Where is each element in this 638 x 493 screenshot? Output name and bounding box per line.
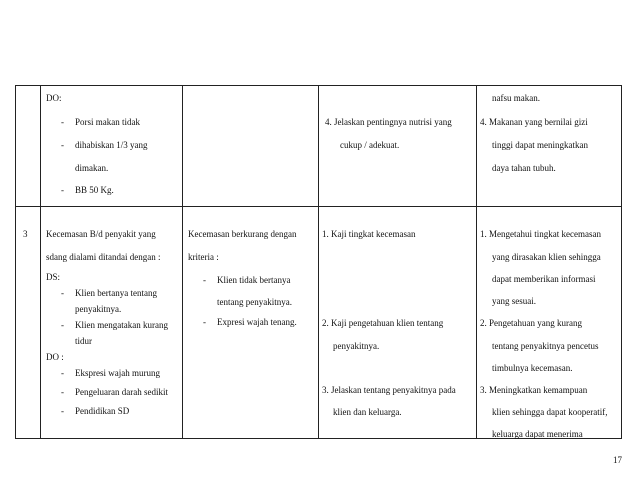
criteria-1: Klien tidak bertanya: [217, 275, 291, 285]
do-label: DO :: [46, 352, 64, 362]
dash: -: [203, 317, 206, 327]
do-item-3: BB 50 Kg.: [75, 185, 114, 195]
dash: -: [61, 140, 64, 150]
table-divider-col1: [40, 85, 41, 439]
dash: -: [61, 288, 64, 298]
do-item-1: Porsi makan tidak: [75, 117, 140, 127]
rationale-2-cont: tentang penyakitnya pencetus: [492, 341, 599, 351]
do-item-3: Pendidikan SD: [75, 406, 130, 416]
rationale-3-cont: keluarga dapat menerima: [492, 429, 583, 439]
table-border-right: [621, 85, 622, 439]
do-item-2-cont: dimakan.: [75, 163, 109, 173]
intervention-2-cont: penyakitnya.: [333, 341, 380, 351]
nursing-care-table: [15, 85, 622, 439]
rationale-3-cont: klien sehingga dapat kooperatif,: [492, 407, 608, 417]
rationale-4-cont: tinggi dapat meningkatkan: [492, 140, 588, 150]
intervention-3-cont: klien dan keluarga.: [333, 407, 402, 417]
ds-item-1-cont: penyakitnya.: [75, 304, 122, 314]
table-divider-col2: [182, 85, 183, 439]
diagnosis-line-1: Kecemasan B/d penyakit yang: [46, 229, 156, 239]
rationale-3: 3. Meningkatkan kemampuan: [480, 385, 588, 395]
ds-item-2-cont: tidur: [75, 336, 92, 346]
dash: -: [61, 406, 64, 416]
dash: -: [61, 117, 64, 127]
dash: -: [61, 368, 64, 378]
goal-line-1: Kecemasan berkurang dengan: [188, 229, 297, 239]
rationale-1-cont: dapat memberikan informasi: [492, 274, 596, 284]
page-number: 17: [613, 455, 622, 465]
table-border-left: [15, 85, 16, 439]
intervention-1: 1. Kaji tingkat kecemasan: [322, 229, 416, 239]
intervention-4: 4. Jelaskan pentingnya nutrisi yang: [325, 117, 452, 127]
diagnosis-line-2: sdang dialami ditandai dengan :: [46, 252, 161, 262]
ds-label: DS:: [46, 272, 61, 282]
rationale-1: 1. Mengetahui tingkat kecemasan: [480, 229, 601, 239]
rationale-4-end: daya tahan tubuh.: [492, 163, 556, 173]
dash: -: [61, 387, 64, 397]
table-border-top: [15, 85, 622, 86]
intervention-2: 2. Kaji pengetahuan klien tentang: [322, 318, 444, 328]
rationale-2-end: timbulnya kecemasan.: [492, 363, 573, 373]
row-number: 3: [23, 229, 28, 239]
criteria-2: Expresi wajah tenang.: [217, 317, 297, 327]
rationale-1-cont: yang dirasakan klien sehingga: [492, 252, 601, 262]
rationale-4: 4. Makanan yang bernilai gizi: [480, 117, 588, 127]
criteria-1-cont: tentang penyakitnya.: [217, 297, 292, 307]
dash: -: [61, 185, 64, 195]
do-item-2: Pengeluaran darah sedikit: [75, 387, 168, 397]
dash: -: [61, 320, 64, 330]
intervention-3: 3. Jelaskan tentang penyakitnya pada: [322, 385, 456, 395]
intervention-4-cont: cukup / adekuat.: [340, 140, 400, 150]
rationale-1-end: yang sesuai.: [492, 296, 536, 306]
dash: -: [203, 275, 206, 285]
rationale-3-end: nafsu makan.: [492, 93, 540, 103]
table-row-divider: [15, 206, 622, 207]
table-divider-col3: [318, 85, 319, 439]
rationale-2: 2. Pengetahuan yang kurang: [480, 318, 582, 328]
goal-line-2: kriteria :: [188, 252, 219, 262]
do-item-2: dihabiskan 1/3 yang: [75, 140, 148, 150]
ds-item-2: Klien mengatakan kurang: [75, 320, 168, 330]
do-label-top: DO:: [46, 93, 62, 103]
do-item-1: Ekspresi wajah murung: [75, 368, 160, 378]
ds-item-1: Klien bertanya tentang: [75, 288, 157, 298]
table-divider-col4: [476, 85, 477, 439]
